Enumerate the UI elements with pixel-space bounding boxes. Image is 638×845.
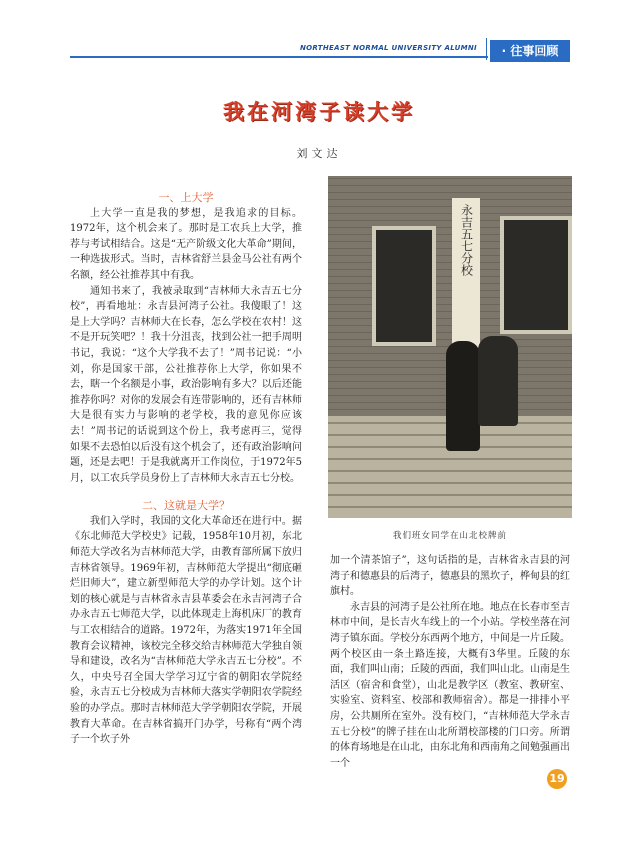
school-sign-text: 永吉五七分校 — [459, 204, 474, 276]
window-right — [500, 216, 572, 334]
article-author: 刘文达 — [296, 147, 342, 160]
paragraph: 上大学一直是我的梦想，是我追求的目标。1972年，这个机会来了。那时是工农兵上大学，推荐与考试相结合。这是“无产阶级文化大革命”期间，一种选拔形式。当时，吉林省舒兰县金马公社有两个名额，经公社推荐其中有我。 — [70, 207, 302, 281]
school-sign-board — [452, 198, 480, 348]
school-sign-photo — [328, 176, 572, 518]
right-column — [330, 553, 570, 771]
header-separator — [486, 38, 487, 60]
section-tag: · 往事回顾 — [490, 40, 570, 62]
article-title: 我在河湾子读大学 — [223, 100, 415, 124]
photo-caption: 我们班女同学在山北校牌前 — [392, 531, 507, 541]
paragraph: 加一个清茶馆子”，这句话指的是，吉林省永吉县的河湾子和德惠县的后湾子，德惠县的黑坎子，桦甸县的红旗村。 — [330, 555, 570, 598]
paragraph: 我们入学时，我国的文化大革命还在进行中。据《东北师范大学校史》记载，1958年10月初，东北师范大学改名为吉林师范大学，由教育部所属下放归吉林省领导。1969年初，吉林师范大学提出“彻底砸烂旧师大”，建立新型师范大学的办学计划。这个计划的核心就是与吉林省永吉县革委会在永吉河湾子合办永吉五七师范大学，以此体现走上海机床厂的教育与工农相结合的道路。1972年，为落实1971年全国教育会议精神，该校完全移交给吉林师范大学独自领导和建设，改名为“吉林师范大学永吉五七分校”。不久，中央号召全国大学学习辽宁省的朝阳农学院经验，永吉五七分校成为吉林师大落实学朝阳农学院经验的办学点。那时吉林师范大学学朝阳农学院，开展教育大革命。在吉林省搞开门办学，号称有“两个湾子一个坎子外 — [70, 515, 302, 746]
section-heading-2: 二、这就是大学？ — [142, 499, 230, 513]
section-heading-1: 一、上大学 — [158, 191, 214, 204]
left-column — [70, 190, 302, 748]
paragraph: 永吉县的河湾子是公社所在地。地点在长春市至吉林市中间，是长吉火车线上的一个小站。学校坐落在河湾子镇东面。学校分东西两个地方，中间是一片丘陵。两个校区由一条土路连接，大概有3华里。丘陵的东面，我们叫山南；丘陵的西面，我们叫山北。山南是生活区（宿舍和食堂），山北是教学区（教室、教研室、实验室、资料室、校部和教师宿舍）。都是一排排小平房，公共厕所在室外。没有校门，“吉林师范大学永吉五七分校”的牌子挂在山北所谓校部楼的门口旁。所谓的体育场地是在山北，由东北角和西南角之间勉强画出一个 — [330, 601, 570, 769]
paragraph: 通知书来了，我被录取到“吉林师大永吉五七分校”，再看地址：永吉县河湾子公社。我傻眼了！这是上大学吗？吉林师大在长春，怎么学校在农村！这不是开玩笑吧？！我十分沮丧，找到公社一把手周明书记，我说：“这个大学我不去了！”周书记说：“小刘，你是国家干部，公社推荐你上大学，你如果不去，瞎一个名额是小事，政治影响有多大？以后还能推荐你吗？对你的发展会有连带影响的，还有吉林师大是很有实力与影响的老学校，我的意见你应该去！”周书记的话说到这个份上，我考虑再三，觉得如果不去恐怕以后没有这个机会了，还有政治影响问题，还是去吧！于是我就离开工作岗位，于1972年5月，以工农兵学员身份上了吉林师大永吉五七分校。 — [70, 285, 302, 484]
header-magazine-name: NORTHEAST NORMAL UNIVERSITY ALUMNI — [300, 44, 477, 52]
header-rule — [70, 56, 488, 58]
window-left — [372, 226, 436, 346]
student-figure — [446, 341, 480, 451]
student-figure — [478, 336, 518, 426]
page-number: 19 — [547, 769, 567, 789]
